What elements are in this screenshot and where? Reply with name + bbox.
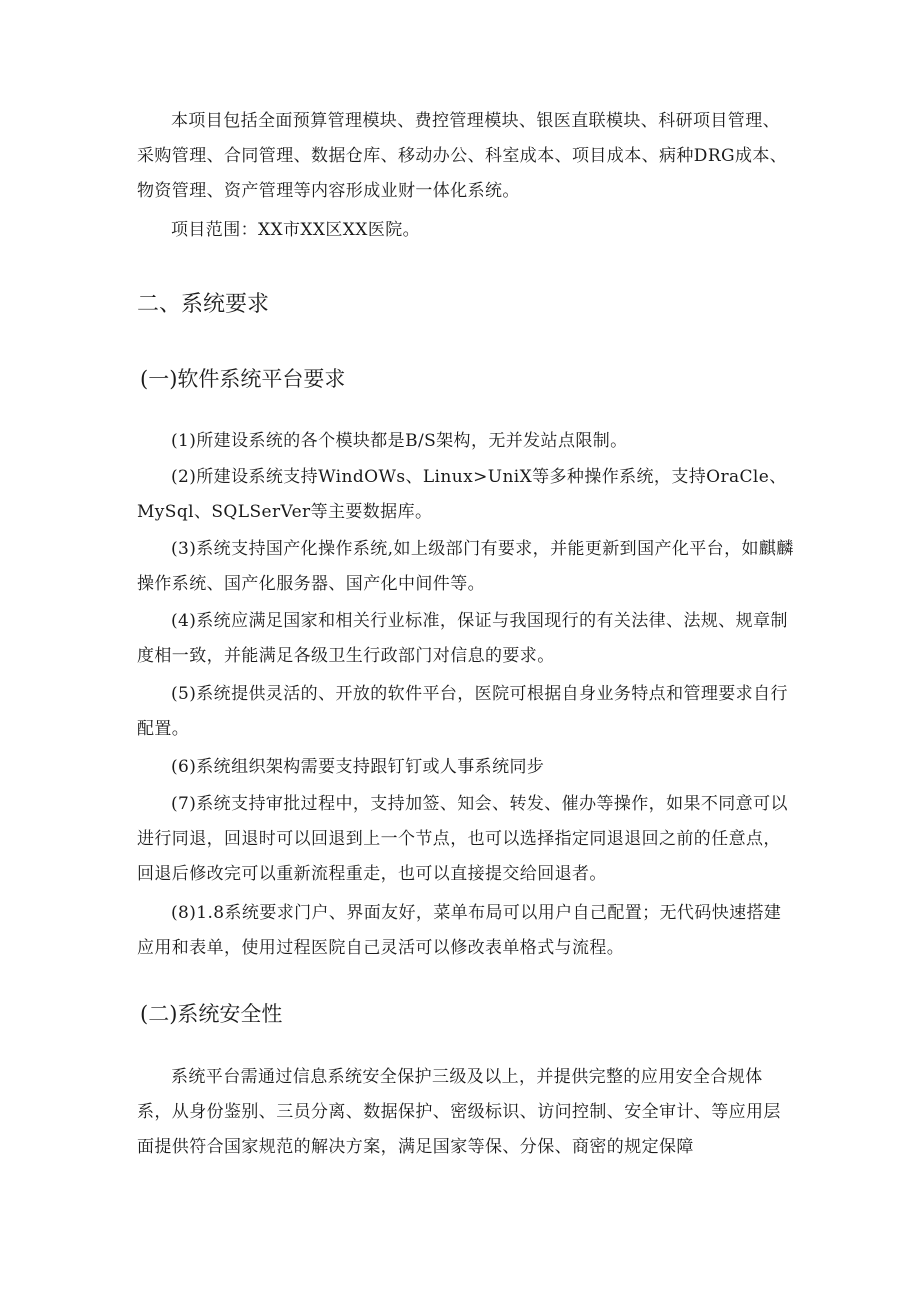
requirement-item-3: (3)系统支持国产化操作系统,如上级部门有要求，并能更新到国产化平台，如麒麟操作系统、国产化服务器、国产化中间件等。	[137, 539, 794, 594]
intro-paragraph: 本项目包括全面预算管理模块、费控管理模块、银医直联模块、科研项目管理、采购管理、合同管理、数据仓库、移动办公、科室成本、项目成本、病种DRG成本、物资管理、资产管理等内容形成业财一体化系统。	[137, 111, 788, 201]
subsection-title-software-platform: (一)软件系统平台要求	[140, 367, 346, 391]
requirement-item-8: (8)1.8系统要求门户、界面友好，菜单布局可以用户自己配置；无代码快速搭建应用和表单，使用过程医院自己灵活可以修改表单格式与流程。	[137, 903, 782, 958]
requirement-item-2: (2)所建设系统支持WindOWs、Linux>UniX等多种操作系统，支持OraCle、MySql、SQLSerVer等主要数据库。	[137, 467, 787, 522]
requirement-item-7: (7)系统支持审批过程中，支持加签、知会、转发、催办等操作，如果不同意可以进行同退，回退时可以回退到上一个节点，也可以选择指定同退退回之前的任意点，回退后修改完可以重新流程重走，也可以直接提交给回退者。	[137, 794, 788, 884]
security-paragraph: 系统平台需通过信息系统安全保护三级及以上，并提供完整的应用安全合规体系，从身份鉴别、三员分离、数据保护、密级标识、访问控制、安全审计、等应用层面提供符合国家规范的解决方案，满足国家等保、分保、商密的规定保障	[137, 1067, 781, 1157]
subsection-title-system-security: (二)系统安全性	[140, 1002, 283, 1026]
requirement-item-5: (5)系统提供灵活的、开放的软件平台，医院可根据自身业务特点和管理要求自行配置。	[137, 684, 788, 739]
section-title-system-requirements: 二、系统要求	[137, 292, 270, 317]
requirement-item-1: (1)所建设系统的各个模块都是B/S架构，无并发站点限制。	[171, 431, 628, 451]
requirement-item-6: (6)系统组织架构需要支持跟钉钉或人事系统同步	[171, 757, 545, 777]
project-scope: 项目范围：XX市XX区XX医院。	[171, 220, 421, 240]
requirement-item-4: (4)系统应满足国家和相关行业标准，保证与我国现行的有关法律、法规、规章制度相一致，并能满足各级卫生行政部门对信息的要求。	[137, 611, 788, 666]
